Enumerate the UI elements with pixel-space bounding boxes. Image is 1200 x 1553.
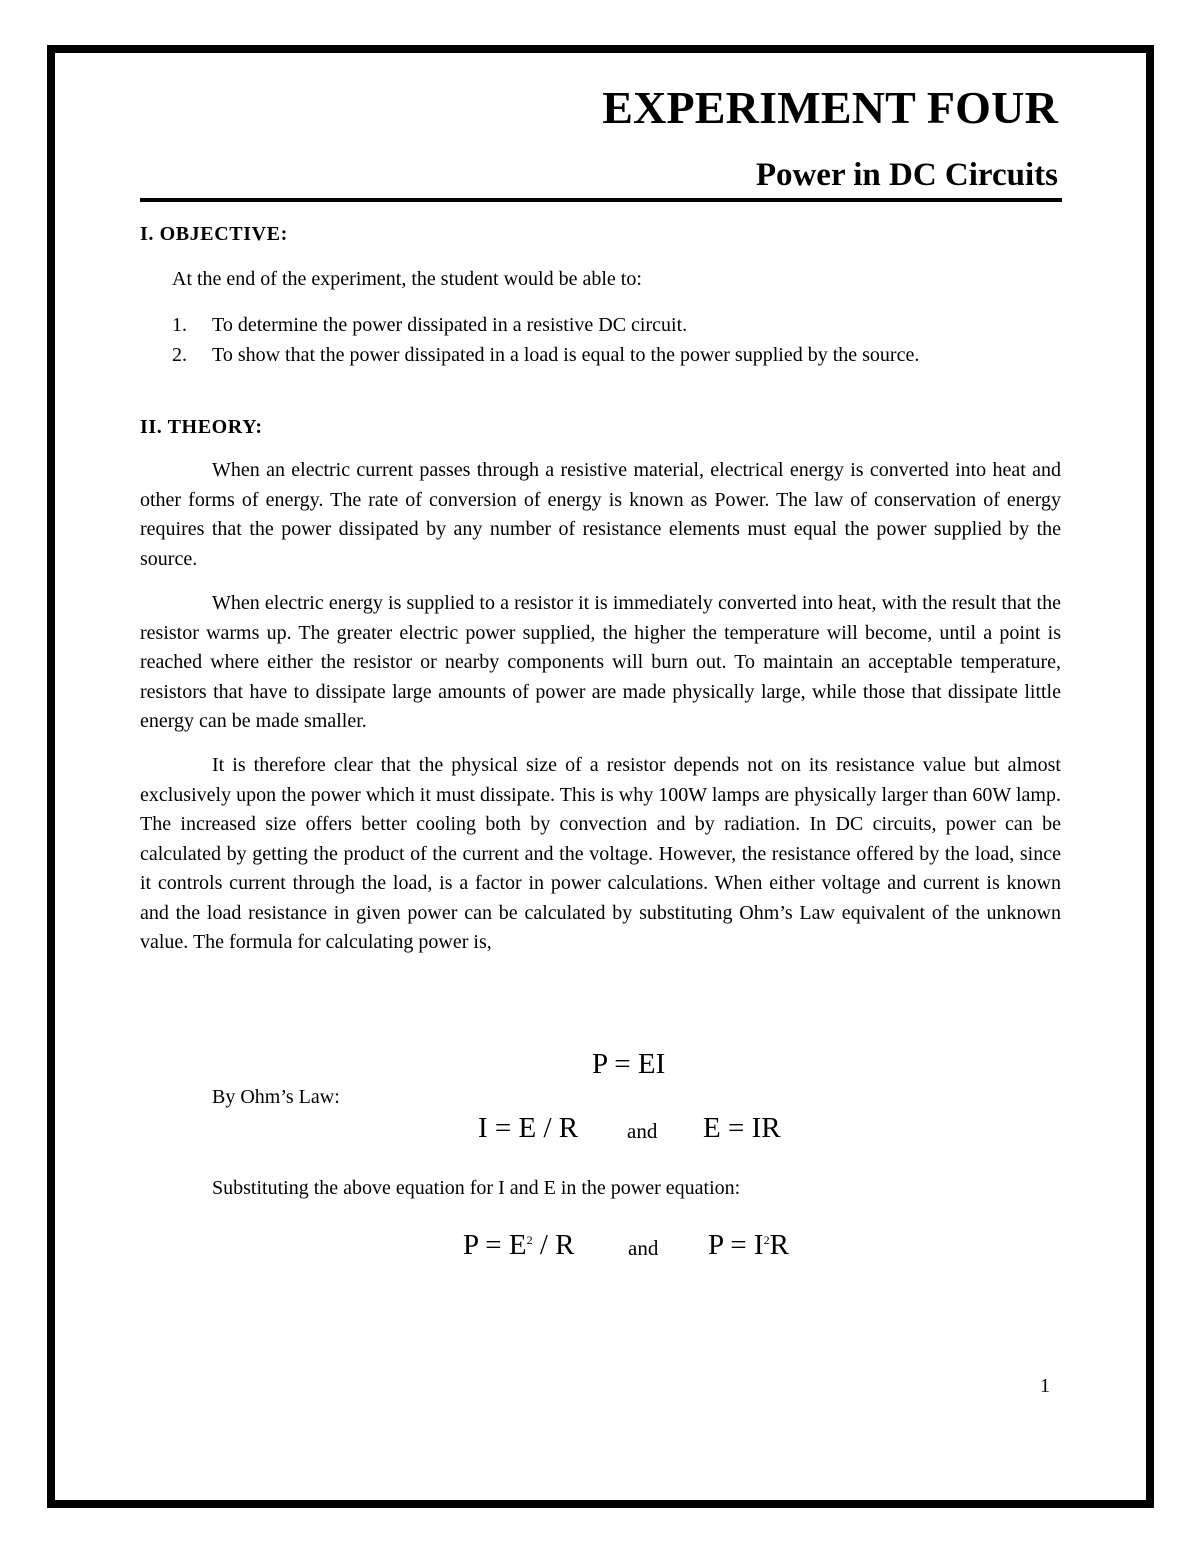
list-item-text: To show that the power dissipated in a load is equal to the power supplied by the source. (212, 344, 920, 366)
ohms-equation-voltage: E = IR (703, 1112, 781, 1144)
page-number: 1 (1040, 1375, 1050, 1397)
theory-heading: II. THEORY: (140, 416, 263, 438)
list-item-number: 2. (172, 344, 187, 366)
list-item (172, 310, 1072, 340)
power-eq-2-tail: R (769, 1229, 789, 1261)
theory-paragraph: It is therefore clear that the physical size of a resistor depends not on its resistance value but almost exclusively upon the power which it must dissipate. This is why 100W lamps are physically larger than 60W lamp. The increased size offers better cooling both by convection and by radiation. In DC circuits, power can be calculated by getting the product of the current and the voltage. However, the resistance offered by the load, since it controls current through the load, is a factor in power calculations. When either voltage and current is known and the load resistance in given power can be calculated by substituting Ohm’s Law equivalent of the unknown value. The formula for calculating power is, (140, 754, 1061, 953)
ohms-law-label: By Ohm’s Law: (212, 1086, 340, 1108)
power-eq-2-exponent: 2 (763, 1233, 770, 1247)
objective-list (172, 310, 1072, 370)
power-eq-1-base: P = E (463, 1229, 527, 1261)
theory-paragraph: When an electric current passes through a resistive material, electrical energy is converted into heat and other forms of energy. The rate of conversion of energy is known as Power. The law of conservation of energy requires that the power dissipated by any number of resistance elements must equal the power supplied by the source. (140, 459, 1061, 570)
substitution-text: Substituting the above equation for I and E in the power equation: (212, 1177, 741, 1199)
power-equation-voltage (463, 1227, 575, 1263)
and-connector: and (627, 1119, 658, 1143)
power-eq-1-tail: / R (532, 1229, 575, 1261)
list-item-text: To determine the power dissipated in a resistive DC circuit. (212, 314, 688, 336)
list-item-number: 1. (172, 314, 187, 336)
and-connector: and (628, 1236, 659, 1260)
objective-intro: At the end of the experiment, the student would be able to: (172, 268, 642, 290)
power-eq-2-base: P = I (708, 1229, 764, 1261)
power-formula: P = EI (592, 1048, 666, 1080)
power-equation-current (708, 1227, 789, 1263)
list-item (172, 340, 1072, 370)
objective-heading: I. OBJECTIVE: (140, 223, 288, 245)
theory-paragraph: When electric energy is supplied to a resistor it is immediately converted into heat, with the result that the resistor warms up. The greater electric power supplied, the higher the temperature will become, until a point is reached where either the resistor or nearby components will burn out. To maintain an acceptable temperature, resistors that have to dissipate large amounts of power are made physically large, while those that dissipate little energy can be made smaller. (140, 592, 1061, 732)
experiment-subtitle: Power in DC Circuits (755, 157, 1058, 193)
title-rule (140, 198, 1062, 202)
ohms-equation-current: I = E / R (478, 1112, 579, 1144)
power-eq-1-exponent: 2 (526, 1233, 533, 1247)
experiment-title: EXPERIMENT FOUR (602, 82, 1058, 133)
